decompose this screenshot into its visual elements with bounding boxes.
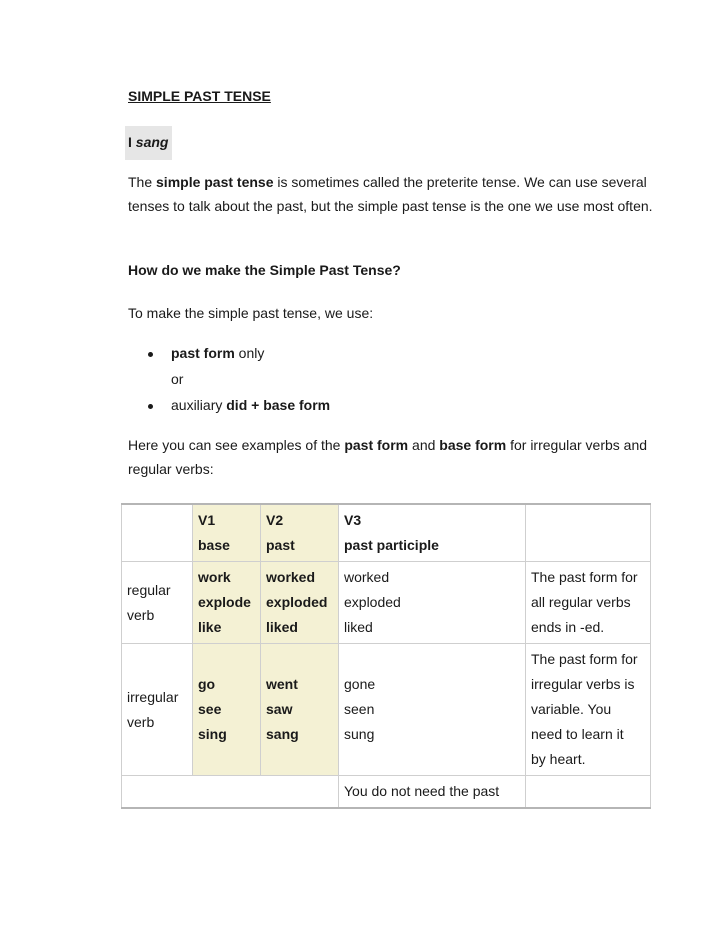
intro-text-2: is sometimes called the preterite tense. We can use several tenses to talk about the past, but the simple past tense is the one we use most often.: [128, 174, 653, 214]
verb-table: [121, 503, 651, 809]
example-pronoun: I: [128, 134, 132, 150]
table-row-irregular: [122, 644, 651, 776]
intro-term: simple past tense: [156, 174, 274, 190]
irregular-v2-cell: went saw sang: [261, 644, 339, 776]
page-title: SIMPLE PAST TENSE: [128, 88, 271, 104]
bullet-dot-icon: [148, 404, 153, 409]
intro-paragraph: [128, 170, 668, 218]
bullet-item-auxiliary: auxiliary did + base form: [171, 397, 331, 413]
make-line: To make the simple past tense, we use:: [128, 305, 374, 321]
header-v2: V2 past: [261, 504, 339, 562]
table-cell-empty: [122, 504, 193, 562]
bullet-item-past-form: past form only: [171, 345, 265, 361]
irregular-note-cell: The past form for irregular verbs is variable. You need to learn it by heart.: [526, 644, 651, 776]
header-v3: V3 past participle: [339, 504, 526, 562]
header-v1: V1 base: [193, 504, 261, 562]
bullet-dot-icon: [148, 352, 153, 357]
table-header-row: [122, 504, 651, 562]
table-cell-empty: [526, 776, 651, 809]
examples-intro: Here you can see examples of the past form and base form for irregular verbs and regular verbs:: [128, 437, 648, 477]
regular-note-cell: The past form for all regular verbs ends in -ed.: [526, 562, 651, 644]
irregular-v3-cell: gone seen sung: [339, 644, 526, 776]
bullet-or: or: [171, 371, 184, 387]
row-label-irregular: irregular verb: [122, 644, 193, 776]
table-cell-empty: [122, 776, 339, 809]
irregular-v1-cell: go see sing: [193, 644, 261, 776]
regular-v1-cell: work explode like: [193, 562, 261, 644]
table-cell-empty: [526, 504, 651, 562]
example-sentence: [125, 126, 172, 160]
regular-v2-cell: worked exploded liked: [261, 562, 339, 644]
row-label-regular: regular verb: [122, 562, 193, 644]
intro-text-1: The: [128, 174, 157, 190]
example-verb: sang: [135, 134, 169, 150]
section-question: How do we make the Simple Past Tense?: [128, 262, 401, 278]
regular-v3-cell: worked exploded liked: [339, 562, 526, 644]
table-row-last: [122, 776, 651, 809]
table-row-regular: [122, 562, 651, 644]
last-row-v3-cell: You do not need the past: [339, 776, 526, 809]
